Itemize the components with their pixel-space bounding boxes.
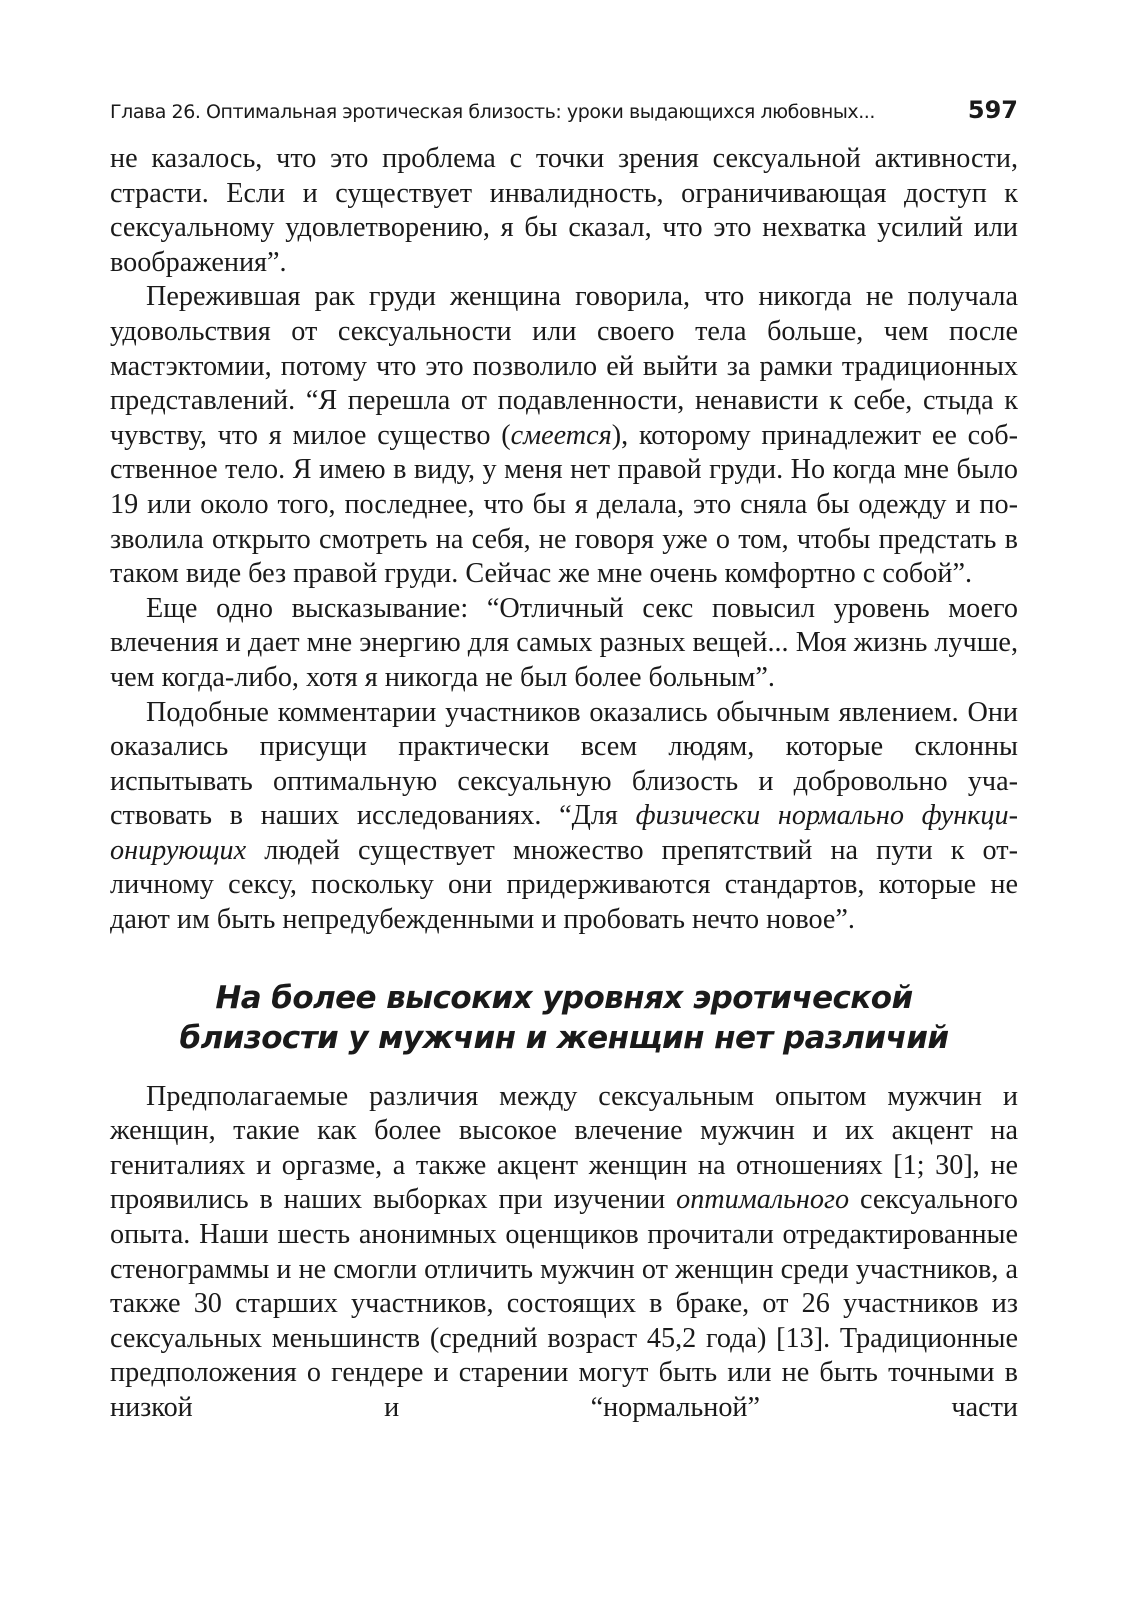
book-page: [110, 96, 1018, 1426]
section-heading-line-2: близости у мужчин и женщин нет различий: [179, 1019, 949, 1056]
paragraph-5-part-b: сексуального опыта. Наши шесть анонимных оценщиков прочитали отредактированные стенограммы и не смогли отличить мужчин от женщин среди участников, а также 30 старших участников, состоящих в браке, от 26 участников из сексуальных меньшинств (средний возраст 45,2 года) [13]. Традиционные предположения о гендере и старении могут быть или не быть точными в низкой и “нормальной” части: [110, 1184, 1018, 1423]
paragraph-1-text: не казалось, что это проблема с точки зрения сексуальной активности, страсти. Если и существует инвалидность, ограничивающая доступ к сексуальному удовлетворению, я бы сказал, что это нехватка усилий или воображения”.: [110, 143, 1018, 278]
paragraph-5-part-a: Предполагаемые различия между сексуальным опытом мужчин и женщин, такие как более высокое влечение мужчин и их акцент на гениталиях и оргазме, а также акцент женщин на отношениях [1; 30], не проявились в наших выборках при изучении: [110, 1080, 1018, 1216]
paragraph-5: [110, 1080, 1018, 1426]
running-title: Глава 26. Оптимальная эротическая близость: уроки выдающихся любовных...: [110, 101, 875, 123]
paragraph-4-part-b: людей существует множество препятствий на пути к отличному сексу, поскольку они придерживаются стандартов, которые не дают им быть непредубежденными и пробовать нечто новое”.: [110, 834, 1018, 936]
main-text: [110, 142, 1018, 938]
paragraph-1: [110, 142, 1018, 280]
paragraph-4-part-a: Подобные комментарии участников оказались обычным явлением. Они оказались присущи практически всем людям, которые склонны испытывать оптимальную сексуальную близость и добровольно участвовать в наших исследованиях. “Для: [110, 696, 1018, 832]
paragraph-2: [110, 280, 1018, 591]
paragraph-4: [110, 696, 1018, 938]
paragraph-3: [110, 592, 1018, 696]
section-heading: [110, 978, 1018, 1058]
section-heading-line-1: На более высоких уровнях эротической: [215, 979, 913, 1016]
running-header: [110, 96, 1018, 142]
paragraph-3-text: Еще одно высказывание: “Отличный секс повысил уровень моего влечения и дает мне энергию для самых разных вещей... Моя жизнь лучше, чем когда-либо, хотя я никогда не был более больным”.: [110, 592, 1018, 693]
paragraph-5-emphasis: оптимального: [676, 1184, 850, 1216]
paragraph-2-part-a: Пережившая рак груди женщина говорила, что никогда не получала удовольствия от сексуальности или своего тела больше, чем после мастэктомии, потому что это позволило ей выйти за рамки традиционных представлений. “Я перешла от подавленности, ненависти к себе, стыда к чувству, что я милое существо (: [110, 281, 1018, 451]
section-text: [110, 1080, 1018, 1426]
paragraph-2-emphasis: смеется: [510, 419, 612, 451]
paragraph-2-part-b: ), которому принадлежит ее собственное тело. Я имею в виду, у меня нет правой груди. Но когда мне было 19 или около того, последнее, что бы я делала, это сняла бы одежду и позволила открыто смотреть на себя, не говоря уже о том, чтобы предстать в таком виде без правой груди. Сейчас же мне очень комфортно с собой”.: [110, 419, 1018, 590]
paragraph-4-emphasis: физически нормально функционирующих: [110, 800, 1018, 866]
page-number: 597: [967, 96, 1018, 124]
